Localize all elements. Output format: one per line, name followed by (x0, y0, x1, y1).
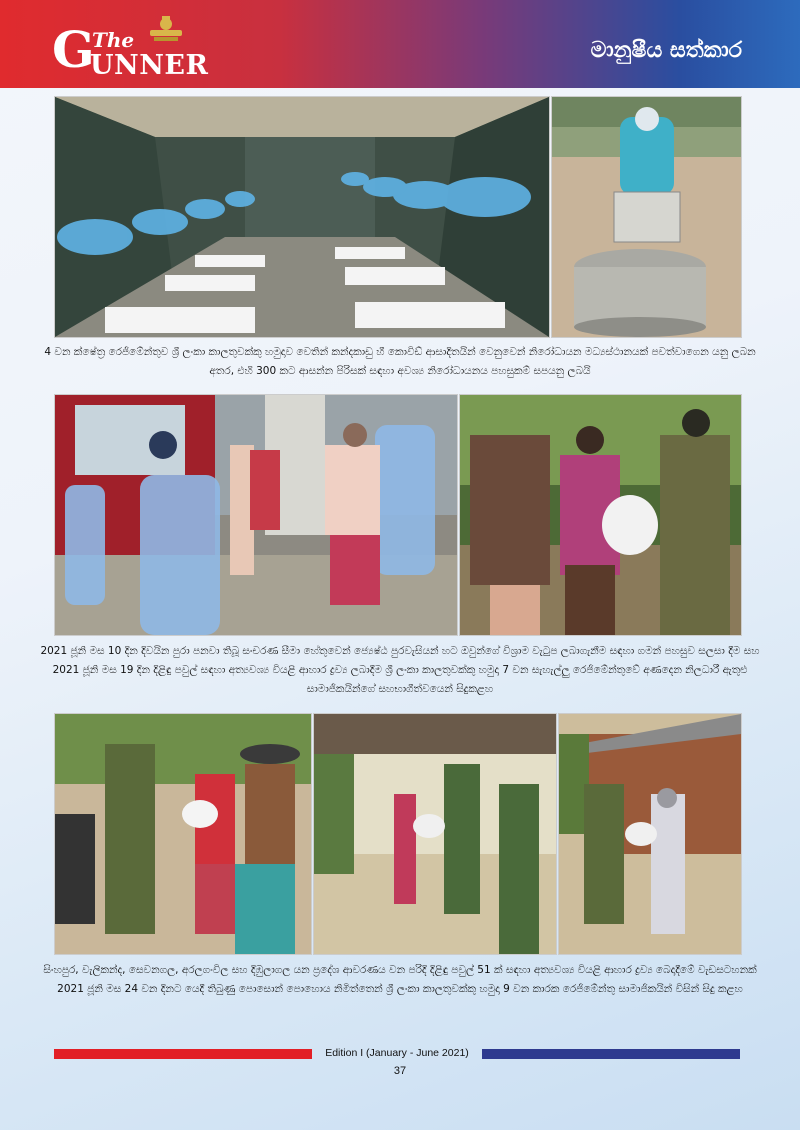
photo-quarantine-ward (54, 96, 550, 338)
logo-letter-g: G (52, 20, 95, 79)
logo-unner: UNNER (90, 50, 209, 81)
crest-icon (144, 14, 188, 44)
section-title: මානුෂීය සත්කාර (590, 38, 742, 63)
caption-quarantine: 4 වන ක්ෂේත්‍ර රෙජිමේන්තුව ශ්‍රී ලංකා කාලතුවක්කු හමුදාව වෙතින් කන්දකාඩු හී කොවිඩ් ආසාදිතයින් වෙනුවෙන් නිරෝධායන මධ්‍යස්ථානයක් පවත්වාගෙන යනු ලබන අතර, එහි 300 කට ආසන්න පිරිසක් සඳහා අවශ්‍ය නිරෝධායනය පහසුකම් සපයනු ලබයි (44, 346, 756, 377)
photo-distribution-1 (54, 713, 312, 955)
photo-pension-assistance (54, 394, 458, 636)
footer-bar-blue (482, 1049, 740, 1059)
photo-dry-ration-distribution (459, 394, 742, 636)
edition-label: Edition I (January - June 2021) (325, 1047, 469, 1059)
caption-poson-distribution: සිංහපුර, වැලිකන්ද, සෙවනගල, අරලගංවිල සහ දිඹුලාගල යන ප්‍රදේශ ආවරණය වන පරිදි දිළිඳු පවුල් 51 ක් සඳහා අත්‍යවශ්‍ය වියළි ආහාර ද්‍රව්‍ය බෙදාදීමේ වැඩසටහනක් 2021 ජූනි මස 24 වන දිනට යෙදී තිබුණු පොසොන් පොහොය නිමිත්තෙන් ශ්‍රී ලංකා කාලතුවක්කු හමුදා 9 වන කාරක රෙජිමේන්තු සාමාජිකයින් විසින් සිදු කළහ (43, 964, 757, 995)
footer-bar-red (54, 1049, 312, 1059)
photo-food-cart (551, 96, 742, 338)
gunner-logo (52, 14, 209, 81)
logo-the: The (92, 28, 135, 52)
photo-distribution-3 (558, 713, 742, 955)
photo-distribution-2 (313, 713, 557, 955)
page-number: 37 (393, 1065, 407, 1077)
caption-pension: 2021 ජූනි මස 10 දින දිවයින පුරා පනවා තිබූ සංචරණ සීමා හේතුවෙන් ජ්‍යෙෂ්ඨ පුරවැසියන් හට ඔවුන්ගේ විශ්‍රාම වැටුප ලබාගැනීම සඳහා ගමන් පහසුව සලසා දීම සහ 2021 ජූනි මස 19 දින දිළිඳු පවුල් සඳහා අත්‍යවශ්‍ය වියළි ආහාර ද්‍රව්‍ය ලබාදීම ශ්‍රී ලංකා කාලතුවක්කු හමුදා 7 වන සැහැල්ලු රෙජිමේන්තුවේ අණදෙන නිලධාරී ඇතුළු සාමාජිකයින්ගේ සහභාගීත්වයෙන් සිදුකළහ (40, 645, 760, 695)
header-banner (0, 0, 800, 88)
